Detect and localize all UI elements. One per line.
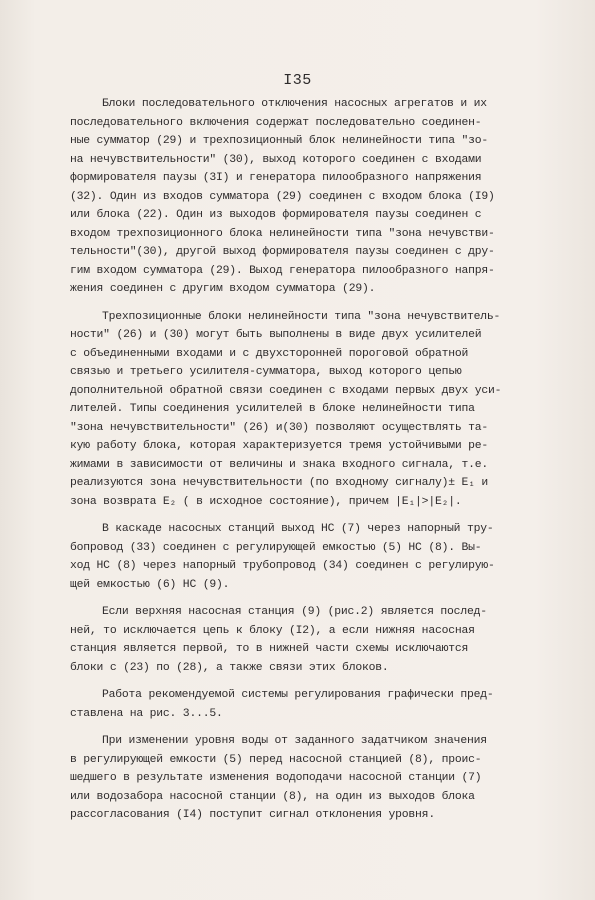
paragraph: [70, 732, 540, 825]
text-line: зона возврата E₂ ( в исходное состояние), причем |E₁|>|E₂|.: [70, 495, 462, 508]
text-line: или водозабора насосной станции (8), на один из выходов блока: [70, 790, 475, 803]
body-text: [70, 95, 540, 834]
text-line: (32). Один из входов сумматора (29) соединен с входом блока (I9): [70, 190, 495, 203]
text-line: жимами в зависимости от величины и знака входного сигнала, т.е.: [70, 458, 489, 471]
text-line: блоки с (23) по (28), а также связи этих блоков.: [70, 661, 389, 674]
text-line: щей емкостью (6) НС (9).: [70, 578, 230, 591]
text-line: или блока (22). Один из выходов формирователя паузы соединен с: [70, 209, 482, 221]
text-line: лителей. Типы соединения усилителей в блоке нелинейности типа: [70, 403, 475, 415]
text-line: ные сумматор (29) и трехпозиционный блок нелинейности типа "зо-: [70, 135, 489, 147]
text-line: "зона нечувствительности" (26) и(30) позволяют осуществлять та-: [70, 421, 489, 434]
paragraph: [70, 308, 540, 512]
text-line: жения соединен с другим входом сумматора (29).: [70, 283, 376, 295]
text-line: на нечувствительности" (30), выход которого соединен с входами: [70, 153, 482, 166]
paragraph: [70, 603, 540, 677]
text-line: ставлена на рис. 3...5.: [70, 707, 223, 720]
paragraph: [70, 686, 540, 723]
text-line: ход НС (8) через напорный трубопровод (34) соединен с регулирую-: [70, 560, 495, 572]
text-line: последовательного включения содержат последовательно соединен-: [70, 116, 482, 129]
text-line: ности" (26) и (30) могут быть выполнены в виде двух усилителей: [70, 329, 482, 341]
page-number: I35: [283, 72, 312, 89]
text-line: станция является первой, то в нижней части схемы исключаются: [70, 643, 469, 655]
paragraph: [70, 95, 540, 299]
text-line: с объединенными входами и с двухсторонней пороговой обратной: [70, 347, 469, 360]
text-line: шедшего в результате изменения водоподачи насосной станции (7): [70, 772, 482, 784]
text-line: бопровод (33) соединен с регулирующей емкостью (5) НС (8). Вы-: [70, 541, 482, 554]
text-line: При изменении уровня воды от заданного задатчиком значения: [102, 735, 487, 747]
text-line: тельности"(30), другой выход формирователя паузы соединен с дру-: [70, 246, 495, 258]
text-line: гим входом сумматора (29). Выход генератора пилообразного напря-: [70, 264, 495, 277]
text-line: Если верхняя насосная станция (9) (рис.2) является послед-: [102, 606, 487, 618]
text-line: ней, то исключается цепь к блоку (I2), а если нижняя насосная: [70, 624, 475, 637]
text-line: рассогласования (I4) поступит сигнал отклонения уровня.: [70, 809, 435, 821]
text-line: кую работу блока, которая характеризуется тремя устойчивыми ре-: [70, 440, 489, 452]
text-line: формирователя паузы (3I) и генератора пилообразного напряжения: [70, 172, 482, 184]
text-line: входом трехпозиционного блока нелинейности типа "зона нечувстви-: [70, 227, 495, 240]
text-line: связью и третьего усилителя-сумматора, выход которого цепью: [70, 366, 462, 378]
text-line: Блоки последовательного отключения насосных агрегатов и их: [102, 98, 487, 110]
paragraph: [70, 520, 540, 594]
text-line: дополнительной обратной связи соединен с входами первых двух уси-: [70, 384, 502, 397]
text-line: Трехпозиционные блоки нелинейности типа "зона нечувствитель-: [102, 310, 501, 323]
text-line: Работа рекомендуемой системы регулирования графически пред-: [102, 689, 494, 701]
text-line: в регулирующей емкости (5) перед насосной станцией (8), проис-: [70, 753, 482, 766]
text-line: реализуются зона нечувствительности (по входному сигналу)± E₁ и: [70, 477, 489, 489]
text-line: В каскаде насосных станций выход НС (7) через напорный тру-: [102, 523, 494, 535]
